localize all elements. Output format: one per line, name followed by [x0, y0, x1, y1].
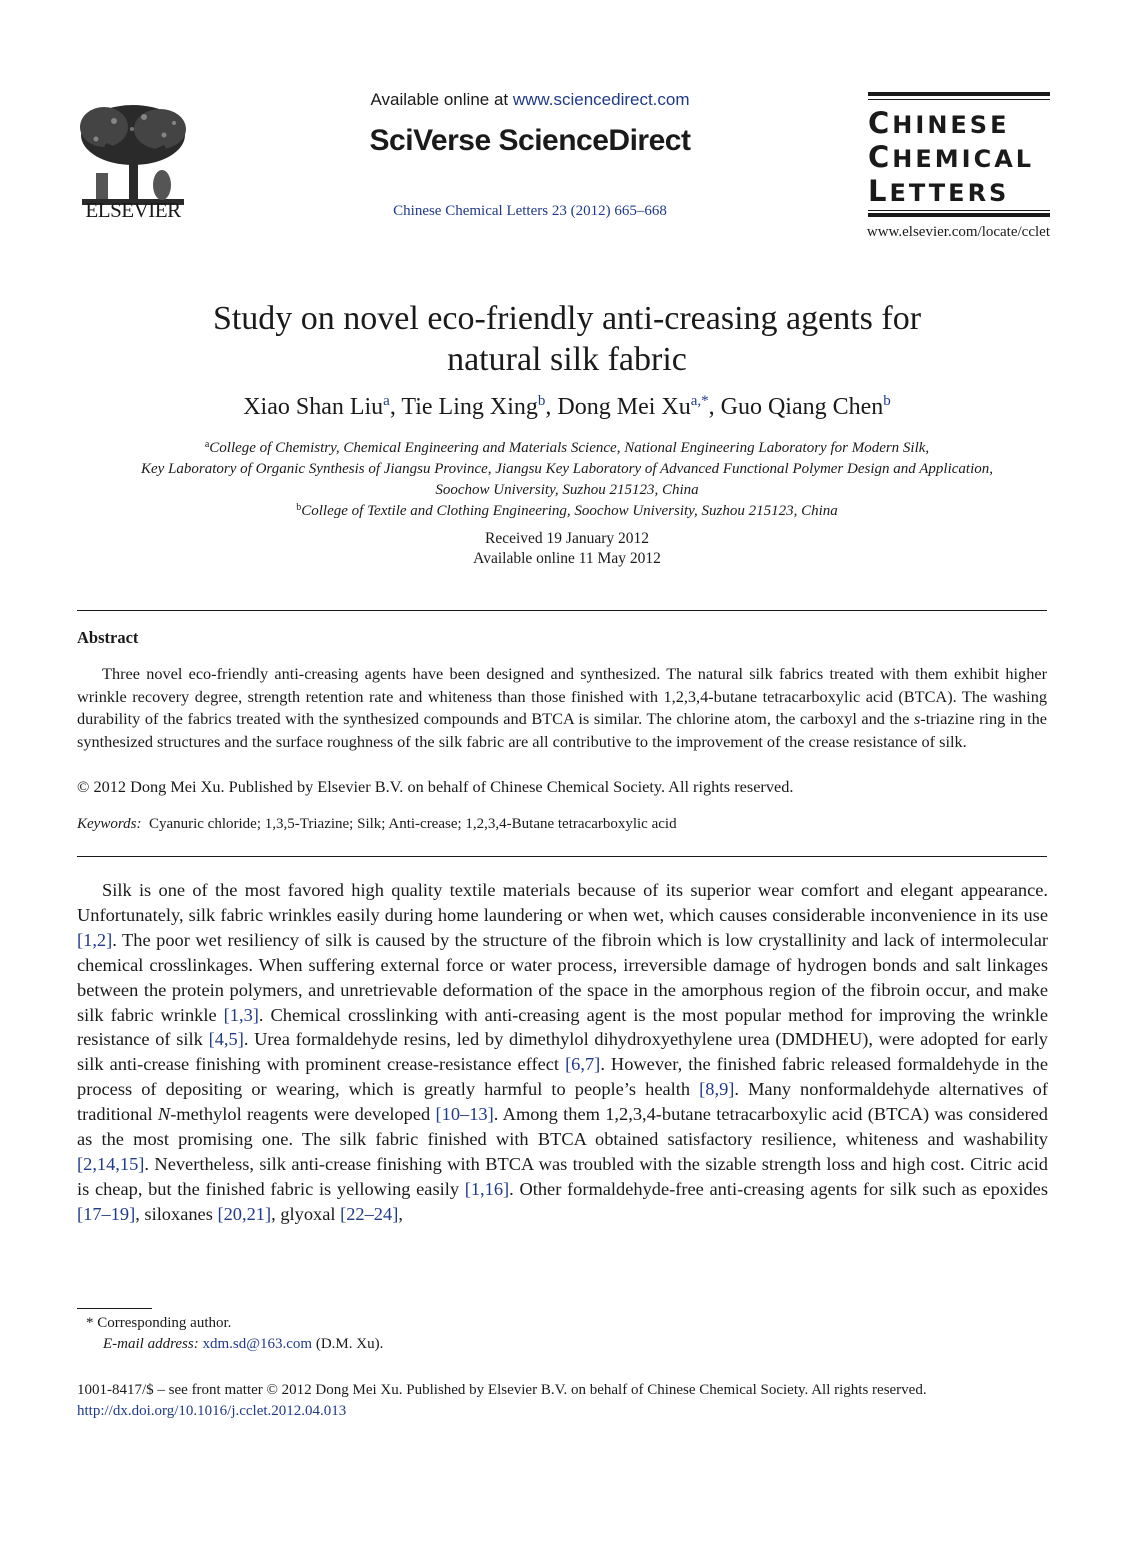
email-link[interactable]: xdm.sd@163.com [202, 1336, 313, 1352]
body-text: . Among them 1,2,3,4-butane tetracarboxylic acid (BTCA) was considered as the most promising one. The silk fabric finished with BTCA obtained satisfactory resilience, whiteness and washability [77, 1104, 1048, 1150]
body-text: , glyoxal [271, 1203, 341, 1224]
citation-link[interactable]: [1,16] [464, 1178, 510, 1199]
affiliation-a-line-2: Key Laboratory of Organic Synthesis of Jiangsu Province, Jiangsu Key Laboratory of Advanced Functional Polymer Design and Application, [141, 461, 993, 477]
author-name: Tie Ling Xing [401, 394, 538, 420]
keywords-label: Keywords: [77, 816, 142, 832]
abstract-text [77, 663, 1047, 753]
abstract-italic: s [913, 709, 921, 729]
sciencedirect-link[interactable]: www.sciencedirect.com [512, 90, 690, 109]
affiliation-text: College of Chemistry, Chemical Engineering and Materials Science, National Engineering Laboratory for Modern Silk, [209, 440, 930, 456]
body-text: , siloxanes [135, 1203, 218, 1224]
email-footnote [103, 1336, 383, 1353]
body-text: . Urea formaldehyde resins, led by dimethylol dihydroxyethylene urea (DMDHEU), were adopted for early silk anti-crease finishing with prominent crease-resistance effect [77, 1029, 1049, 1075]
body-text: . However, the finished fabric released formaldehyde in the process of depositing or wearing, which is greatly harmful to people’s health [77, 1054, 1049, 1100]
logo-rule-bottom-thin [868, 210, 1050, 211]
citation-link[interactable]: [1,3] [223, 1004, 259, 1025]
affiliation-b-line-1 [60, 503, 1074, 520]
available-online-prefix: Available online at [370, 90, 513, 109]
author-affiliation-link[interactable]: a [383, 393, 390, 409]
sciverse-logo: SciVerse ScienceDirect [369, 124, 691, 157]
citation-link[interactable]: [20,21] [217, 1203, 272, 1224]
author-affiliation-link[interactable]: a,* [690, 393, 709, 409]
keywords-list: Cyanuric chloride; 1,3,5-Triazine; Silk; Anti-crease; 1,2,3,4-Butane tetracarboxylic acid [148, 816, 677, 832]
doi-link[interactable]: http://dx.doi.org/10.1016/j.cclet.2012.04.013 [77, 1403, 347, 1419]
body-italic: N [157, 1104, 171, 1125]
available-online-date: Available online 11 May 2012 [473, 550, 661, 567]
author-name: Xiao Shan Liu [243, 394, 384, 420]
abstract-copyright: © 2012 Dong Mei Xu. Published by Elsevier B.V. on behalf of Chinese Chemical Society. All rights reserved. [77, 777, 794, 796]
citation-link[interactable]: [4,5] [208, 1029, 244, 1050]
affiliation-a-line-3: Soochow University, Suzhou 215123, China [435, 482, 699, 498]
body-paragraph [77, 878, 1048, 1227]
publisher-wordmark: ELSEVIER [85, 198, 181, 222]
body-text: -methylol reagents were developed [170, 1104, 436, 1125]
divider [77, 610, 1047, 611]
logo-rule-bottom-thick [868, 213, 1050, 217]
received-date: Received 19 January 2012 [485, 530, 649, 547]
affiliation-mark: b [296, 502, 302, 513]
corresponding-author-note: * Corresponding author. [86, 1315, 232, 1331]
citation-link[interactable]: [8,9] [699, 1079, 735, 1100]
citation-link[interactable]: [10–13] [435, 1104, 494, 1125]
journal-logo-word-2: CHEMICAL [868, 140, 1035, 174]
journal-logo-word-3: LETTERS [868, 174, 1010, 208]
body-text: . Other formaldehyde-free anti-creasing agents for silk such as epoxides [509, 1178, 1049, 1199]
email-suffix: (D.M. Xu). [312, 1336, 384, 1352]
logo-rule-top-thick [868, 92, 1050, 96]
available-online-line [300, 90, 760, 110]
issn-copyright-line: 1001-8417/$ – see front matter © 2012 Dong Mei Xu. Published by Elsevier B.V. on behalf of Chinese Chemical Society. All rights reserved. [77, 1382, 927, 1398]
author-affiliation-link[interactable]: b [883, 393, 891, 409]
title-line-2: natural silk fabric [447, 341, 687, 378]
keywords [77, 816, 1047, 833]
divider [77, 856, 1047, 857]
author-name: Dong Mei Xu [557, 394, 691, 420]
affiliation-mark: a [204, 439, 210, 450]
citation-link[interactable]: [6,7] [565, 1054, 601, 1075]
body-text: . Many nonformaldehyde alternatives of traditional [77, 1079, 1048, 1125]
footnote-rule [77, 1308, 152, 1309]
journal-citation-link[interactable]: Chinese Chemical Letters 23 (2012) 665–668 [393, 203, 667, 219]
citation-link[interactable]: [1,2] [77, 929, 113, 950]
body-text: Silk is one of the most favored high quality textile materials because of its superior wear comfort and elegant appearance. Unfortunately, silk fabric wrinkles easily during home laundering or when wet, which causes considerable inconvenience in its use [77, 880, 1048, 925]
title-line-1: Study on novel eco-friendly anti-creasing agents for [212, 300, 922, 337]
abstract-text-part: -triazine ring in the synthesized structures and the surface roughness of the silk fabric are all contributive to the improvement of the crease resistance of silk. [77, 709, 1047, 751]
journal-logo [868, 92, 1050, 222]
body-text: , [398, 1203, 403, 1224]
citation-link[interactable]: [2,14,15] [77, 1153, 145, 1174]
body-text: . Chemical crosslinking with anti-creasing agent is the most popular method for improving the wrinkle resistance of silk [77, 1004, 1049, 1050]
author-name: Guo Qiang Chen [720, 394, 884, 420]
abstract-text-part: Three novel eco-friendly anti-creasing agents have been designed and synthesized. The natural silk fabrics treated with them exhibit higher wrinkle recovery degree, strength retention rate and whiteness than those finished with 1,2,3,4-butane tetracarboxylic acid (BTCA). The washing durability of the fabrics treated with the synthesized compounds and BTCA is similar. The chlorine atom, the carboxyl and the [77, 664, 1047, 729]
citation-link[interactable]: [22–24] [340, 1203, 399, 1224]
abstract-heading: Abstract [77, 628, 139, 647]
citation-link[interactable]: [17–19] [77, 1203, 136, 1224]
author-list: Xiao Shan Liu$^a$, Tie Ling Xing$^b$, Dong Mei Xu$^{a,*}$, Guo Qiang Chen$^b$ [243, 393, 891, 420]
body-text: . Nevertheless, silk anti-crease finishing with BTCA was troubled with the sizable strength loss and high cost. Citric acid is cheap, but the finished fabric is yellowing easily [77, 1153, 1048, 1199]
journal-logo-word-1: CHINESE [868, 106, 1010, 140]
affiliation-a-line-1 [60, 440, 1074, 457]
article-title [120, 298, 1014, 380]
logo-rule-top-thin [868, 99, 1050, 100]
affiliation-text: College of Textile and Clothing Engineering, Soochow University, Suzhou 215123, China [301, 503, 838, 519]
body-text: . The poor wet resiliency of silk is caused by the structure of the fibroin which is low crystallinity and lack of intermolecular chemical crosslinkages. When suffering external force or water process, irreversible damage of hydrogen bonds and salt linkages between the protein polymers, and unretrievable deformation of the space in the amorphous region of the fibroin occur, and make silk fabric wrinkle [77, 929, 1048, 1025]
author-affiliation-link[interactable]: b [537, 393, 546, 409]
email-label: E-mail address: [103, 1336, 199, 1352]
journal-homepage-url[interactable]: www.elsevier.com/locate/cclet [866, 224, 1050, 240]
